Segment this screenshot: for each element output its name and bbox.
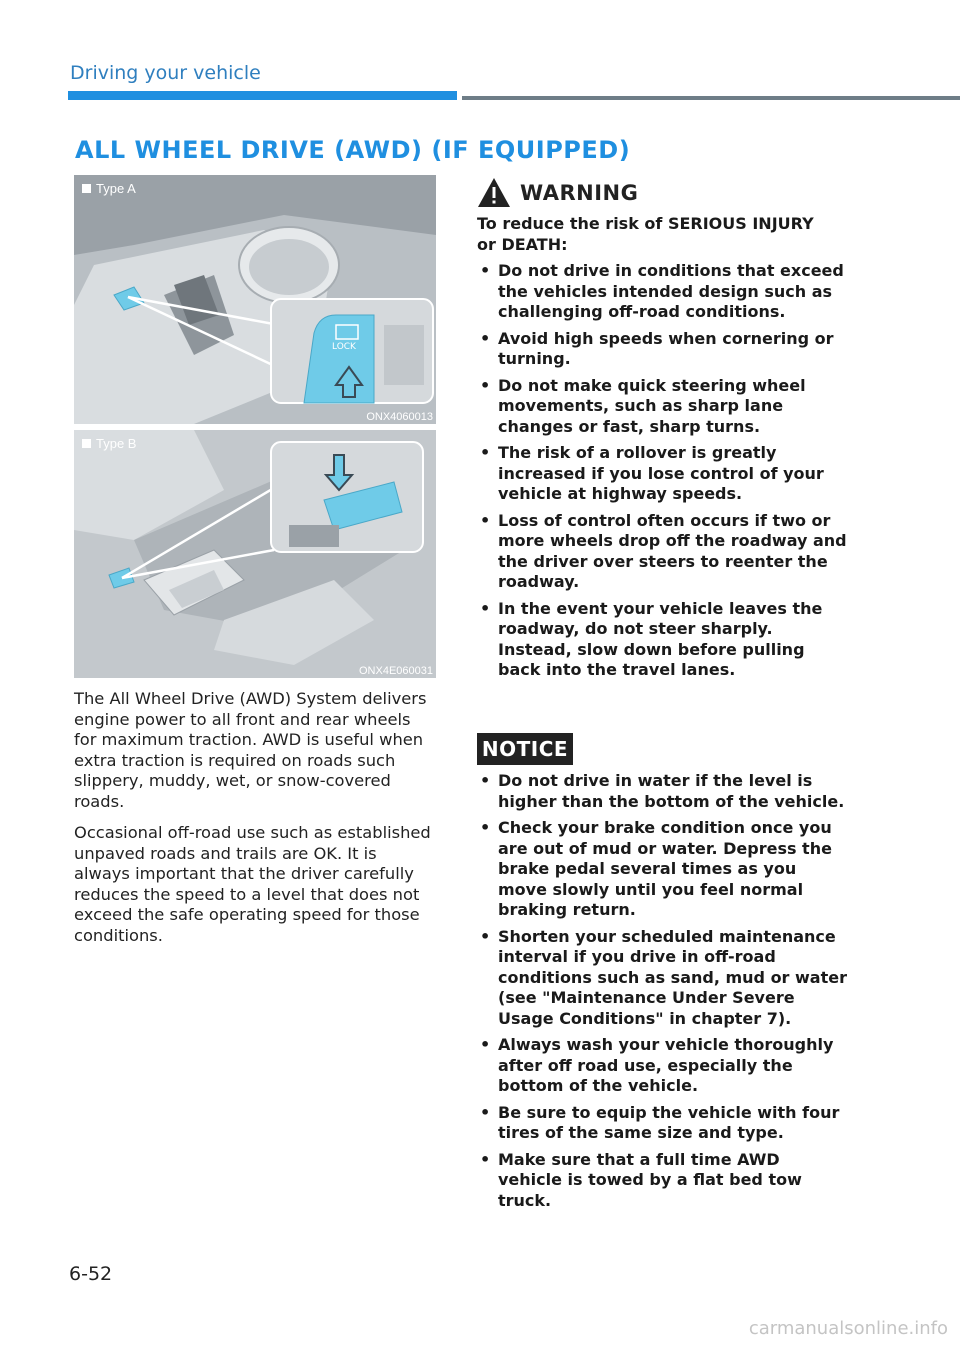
body-paragraph: Occasional off-road use such as established unpaved roads and trails are OK. It is always important that the driver carefully reduces the speed to a level that does not exceed the safe operating speed for those conditions.: [74, 823, 431, 945]
notice-item: • Shorten your scheduled maintenance interval if you drive in off-road conditions such as sand, mud or water (see "Maintenance Under Severe Usage Conditions" in chapter 7).: [477, 927, 847, 1030]
header-rule-accent: [68, 91, 457, 100]
notice-item: • Do not drive in water if the level is higher than the bottom of the vehicle.: [477, 771, 847, 812]
notice-list: [477, 771, 847, 1217]
warning-item: • In the event your vehicle leaves the roadway, do not steer sharply. Instead, slow down before pulling back into the travel lanes.: [477, 599, 847, 681]
notice-item: • Be sure to equip the vehicle with four tires of the same size and type.: [477, 1103, 847, 1144]
header-rule: [462, 96, 960, 100]
body-paragraph: The All Wheel Drive (AWD) System delivers engine power to all front and rear wheels for maximum traction. AWD is useful when extra traction is required on roads such slippery, muddy, wet, or snow-covered roads.: [74, 689, 427, 811]
section-title: ALL WHEEL DRIVE (AWD) (IF EQUIPPED): [75, 136, 631, 164]
console-illustration-b: [74, 430, 436, 678]
figure-type-a: [74, 175, 436, 424]
figure-code: ONX4E060031: [359, 665, 433, 677]
warning-triangle-icon: [477, 176, 511, 210]
warning-label: WARNING: [520, 181, 639, 205]
page-number: 6-52: [69, 1263, 113, 1285]
figure-code: ONX4060013: [366, 411, 433, 423]
warning-intro: To reduce the risk of SERIOUS INJURY or DEATH:: [477, 214, 814, 254]
notice-item: • Make sure that a full time AWD vehicle is towed by a flat bed tow truck.: [477, 1150, 847, 1212]
warning-header: [477, 176, 638, 210]
figure-type-label: Type B: [82, 436, 136, 451]
warning-list: [477, 261, 847, 687]
warning-item: • Do not make quick steering wheel movements, such as sharp lane changes or fast, sharp turns.: [477, 376, 847, 438]
warning-item: • Do not drive in conditions that exceed the vehicles intended design such as challenging off-road conditions.: [477, 261, 847, 323]
notice-badge: NOTICE: [477, 733, 573, 765]
figure-type-b: [74, 430, 436, 678]
notice-item: • Check your brake condition once you are out of mud or water. Depress the brake pedal several times as you move slowly until you feel normal braking return.: [477, 818, 847, 921]
console-illustration-a: [74, 175, 436, 424]
watermark: carmanualsonline.info: [748, 1318, 948, 1339]
lock-button-label: LOCK: [332, 342, 356, 352]
notice-item: • Always wash your vehicle thoroughly after off road use, especially the bottom of the vehicle.: [477, 1035, 847, 1097]
warning-item: • Avoid high speeds when cornering or turning.: [477, 329, 847, 370]
warning-item: • The risk of a rollover is greatly increased if you lose control of your vehicle at highway speeds.: [477, 443, 847, 505]
warning-item: • Loss of control often occurs if two or more wheels drop off the roadway and the driver over steers to reenter the roadway.: [477, 511, 847, 593]
running-header: Driving your vehicle: [70, 62, 261, 84]
figure-type-label: Type A: [82, 181, 136, 196]
